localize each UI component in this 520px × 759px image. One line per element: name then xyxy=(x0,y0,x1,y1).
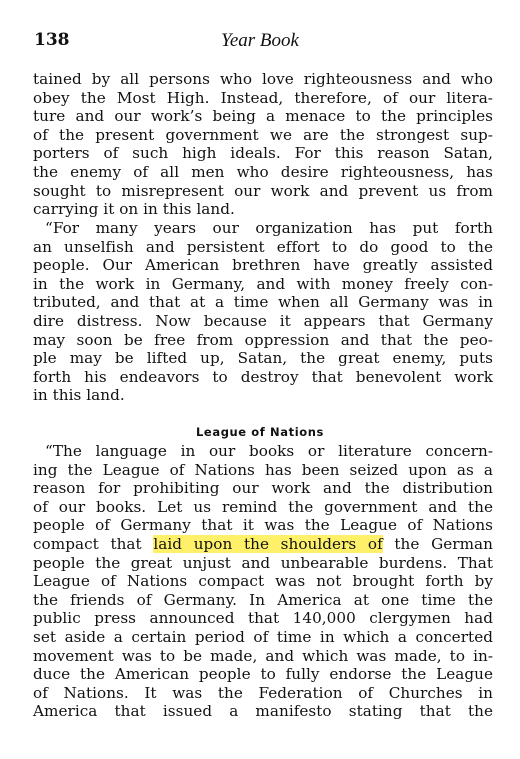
page-header xyxy=(34,30,486,52)
text-line: ple may be lifted up, Satan, the great enemy, puts xyxy=(33,349,493,368)
text-line: sought to misrepresent our work and prevent us from xyxy=(33,181,493,200)
text-line: public press announced that 140,000 clergymen had xyxy=(33,609,493,628)
text-line: tributed, and that at a time when all Germany was in xyxy=(33,293,493,312)
text-line: the friends of Germany. In America at one time the xyxy=(33,590,493,609)
text-line: America that issued a manifesto stating that the xyxy=(33,702,493,721)
text-line: of our books. Let us remind the government and the xyxy=(33,497,493,516)
text-segment: the German xyxy=(382,534,493,553)
paragraph-organization xyxy=(33,219,493,405)
text-line: ing the League of Nations has been seized upon as a xyxy=(33,460,493,479)
text-line: the enemy of all men who desire righteousness, has xyxy=(33,162,493,181)
text-segment: compact that xyxy=(33,534,154,553)
text-line: of the present government we are the strongest sup- xyxy=(33,125,493,144)
text-line: ture and our work’s being a menace to the principles xyxy=(33,107,493,126)
page-number: 138 xyxy=(34,30,70,50)
text-highlight[interactable]: laid upon the shoulders of xyxy=(153,534,383,553)
text-line: forth his endeavors to destroy that benevolent work xyxy=(33,367,493,386)
text-line: carrying it on in this land. xyxy=(33,200,235,219)
text-line: tained by all persons who love righteousness and who xyxy=(33,70,493,88)
text-line: in this land. xyxy=(33,386,125,405)
highlighted-text-line xyxy=(33,535,493,554)
paragraph-league xyxy=(33,442,493,721)
text-line: of Nations. It was the Federation of Churches in xyxy=(33,683,493,702)
text-line: set aside a certain period of time in which a concerted xyxy=(33,627,493,646)
running-title: Year Book xyxy=(221,30,299,51)
text-line: dire distress. Now because it appears that Germany xyxy=(33,311,493,330)
text-line: reason for prohibiting our work and the distribution xyxy=(33,479,493,498)
text-line: “For many years our organization has put forth xyxy=(45,219,493,237)
text-line: may soon be free from oppression and that the peo- xyxy=(33,330,493,349)
text-line: in the work in Germany, and with money freely con- xyxy=(33,274,493,293)
section-heading: League of Nations xyxy=(196,425,324,439)
text-line: people of Germany that it was the League of Nations xyxy=(33,516,493,535)
paragraph-continuation xyxy=(33,70,493,219)
text-line: duce the American people to fully endorse the League xyxy=(33,665,493,684)
text-line: porters of such high ideals. For this reason Satan, xyxy=(33,144,493,163)
text-line: “The language in our books or literature concern- xyxy=(45,442,493,460)
text-line: an unselfish and persistent effort to do good to the xyxy=(33,237,493,256)
text-line: people the great unjust and unbearable burdens. That xyxy=(33,553,493,572)
text-line: obey the Most High. Instead, therefore, of our litera- xyxy=(33,88,493,107)
text-line: League of Nations compact was not brought forth by xyxy=(33,572,493,591)
text-line: movement was to be made, and which was made, to in- xyxy=(33,646,493,665)
text-line: people. Our American brethren have greatly assisted xyxy=(33,256,493,275)
